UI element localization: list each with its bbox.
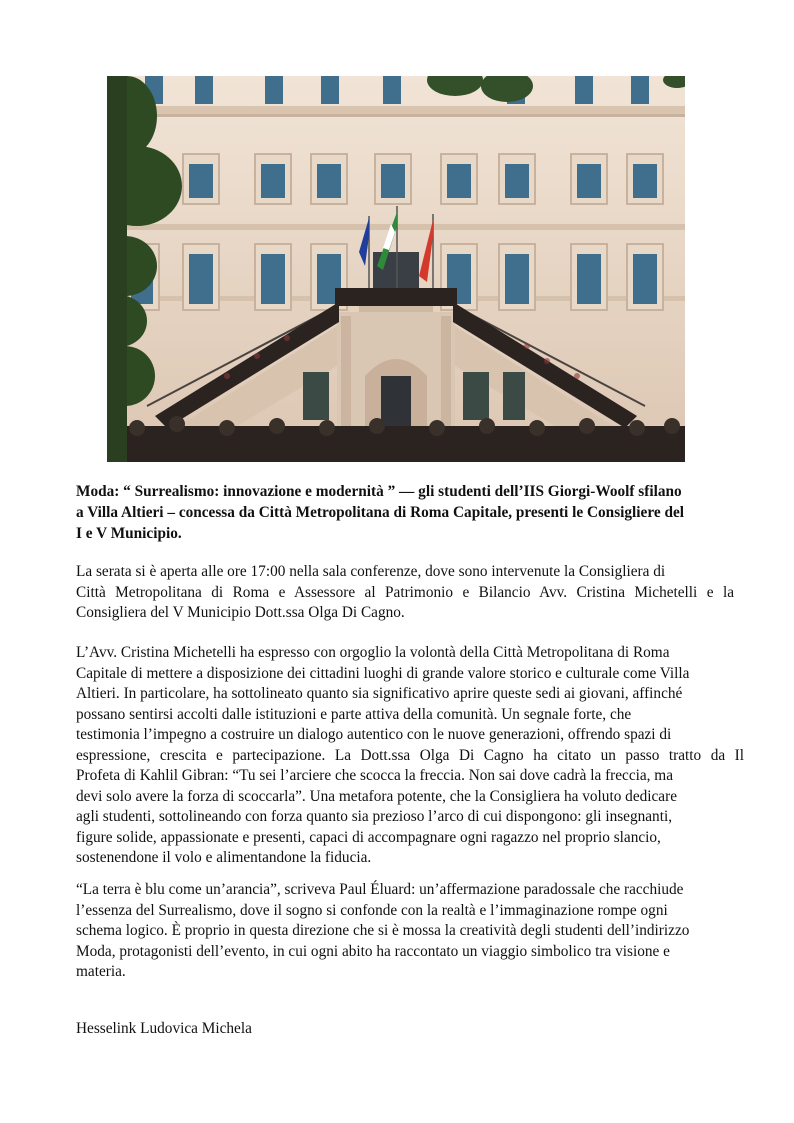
paragraph-line: testimonia l’impegno a costruire un dialogo autentico con le nuove generazioni, offrendo spazi di xyxy=(76,726,672,743)
paragraph-line: Capitale di mettere a disposizione dei cittadini luoghi di grande valore storico e culturale come Villa xyxy=(76,664,690,682)
paragraph-line: Città Metropolitana di Roma e Assessore al Patrimonio e Bilancio Avv. Cristina Michetelli e la xyxy=(76,583,734,601)
paragraph-line: “La terra è blu come un’arancia”, scriveva Paul Éluard: un’affermazione paradossale che racchiude xyxy=(76,881,684,898)
paragraph-line: Profeta di Kahlil Gibran: “Tu sei l’arciere che scocca la freccia. Non sai dove cadrà la freccia, ma xyxy=(76,767,673,784)
article-author: Hesselink Ludovica Michela xyxy=(76,1020,252,1037)
paragraph-line: l’essenza del Surrealismo, dove il sogno si confonde con la realtà e l’immaginazione rompe ogni xyxy=(76,901,668,919)
paragraph-line: agli studenti, sottolineando con forza quanto sia prezioso l’arco di cui dispongono: gli insegnanti, xyxy=(76,808,673,825)
paragraph-line: sostenendone il volo e alimentandone la fiducia. xyxy=(76,849,372,866)
paragraph-line: La serata si è aperta alle ore 17:00 nella sala conferenze, dove sono intervenute la Consigliera di xyxy=(76,563,666,580)
paragraph-michetelli xyxy=(76,643,744,869)
headline-line: I e V Municipio. xyxy=(76,525,182,542)
paragraph-line: possano sentirsi accolti dalle istituzioni e parte attiva della comunità. Un segnale forte, che xyxy=(76,705,632,723)
paragraph-line: Altieri. In particolare, ha sottolineato quanto sia significativo aprire queste sedi ai giovani, affinché xyxy=(76,685,683,702)
paragraph-line: espressione, crescita e partecipazione. La Dott.ssa Olga Di Cagno ha citato un passo tratto da Il xyxy=(76,746,744,764)
paragraph-line: devi solo avere la forza di scoccarla”. Una metafora potente, che la Consigliera ha voluto dedicare xyxy=(76,787,677,805)
article-headline xyxy=(76,481,736,544)
article-photo-villa-altieri xyxy=(107,76,685,462)
headline-line: a Villa Altieri – concessa da Città Metropolitana di Roma Capitale, presenti le Consigliere del xyxy=(76,504,685,521)
paragraph-opening xyxy=(76,562,734,624)
paragraph-line: L’Avv. Cristina Michetelli ha espresso con orgoglio la volontà della Città Metropolitana di Roma xyxy=(76,644,670,661)
paragraph-line: schema logico. È proprio in questa direzione che si è mossa la creatività degli studenti dell’indirizzo xyxy=(76,922,690,939)
paragraph-line: Consigliera del V Municipio Dott.ssa Olga Di Cagno. xyxy=(76,604,405,621)
paragraph-line: materia. xyxy=(76,963,126,980)
paragraph-line: figure solide, appassionate e presenti, capaci di accompagnare ogni ragazzo nel proprio slancio, xyxy=(76,828,661,846)
paragraph-line: Moda, protagonisti dell’evento, in cui ogni abito ha raccontato un viaggio simbolico tra visione e xyxy=(76,942,670,960)
headline-line: Moda: “ Surrealismo: innovazione e modernità ” — gli studenti dell’IIS Giorgi-Woolf sfilano xyxy=(76,483,682,500)
paragraph-surrealismo xyxy=(76,880,736,983)
